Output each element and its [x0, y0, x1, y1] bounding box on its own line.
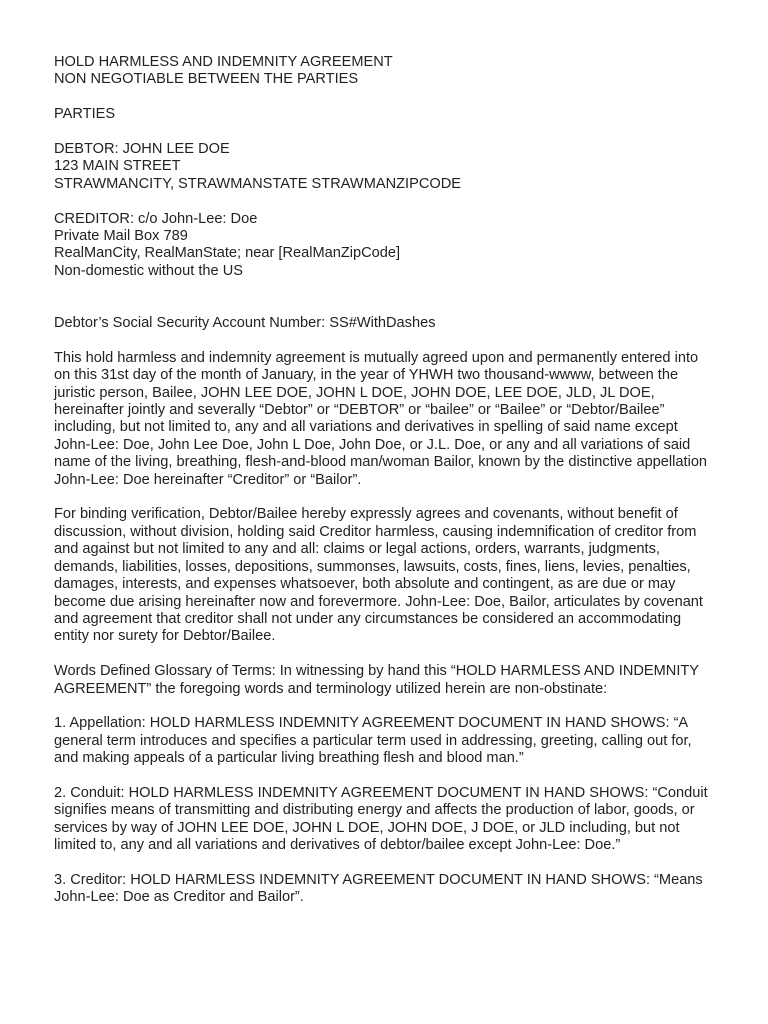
document-title: HOLD HARMLESS AND INDEMNITY AGREEMENT — [54, 54, 393, 70]
debtor-address-block — [54, 141, 718, 193]
term-conduit-text: 2. Conduit: HOLD HARMLESS INDEMNITY AGREEMENT DOCUMENT IN HAND SHOWS: “Conduit signifies means of transmitting and distributing energy and affects the production of labor, goods, or services by way of JOHN LEE DOE, JOHN L DOE, JOHN DOE, J DOE, or JLD including, but not limited to, any and all variations and derivatives of debtor/bailee except John-Lee: Doe.” — [54, 784, 708, 854]
term-appellation-text: 1. Appellation: HOLD HARMLESS INDEMNITY AGREEMENT DOCUMENT IN HAND SHOWS: “A general term introduces and specifies a particular term used in addressing, greeting, calling out for, and making appeals of a particular living breathing flesh and blood man.” — [54, 715, 692, 767]
document-header — [54, 54, 718, 89]
creditor-mailbox: Private Mail Box 789 — [54, 228, 188, 245]
glossary-term-2 — [54, 785, 718, 855]
creditor-city: RealManCity, RealManState; near [RealManZipCode] — [54, 245, 401, 262]
glossary-intro-paragraph — [54, 663, 718, 698]
ssn-section — [54, 315, 718, 332]
document-subtitle: NON NEGOTIABLE BETWEEN THE PARTIES — [54, 71, 359, 88]
parties-section — [54, 106, 718, 123]
parties-heading: PARTIES — [54, 106, 116, 123]
debtor-street: 123 MAIN STREET — [54, 158, 181, 175]
creditor-address-block — [54, 211, 718, 281]
glossary-term-1 — [54, 715, 718, 767]
ssn-line: Debtor’s Social Security Account Number: SS#WithDashes — [54, 315, 436, 332]
debtor-city: STRAWMANCITY, STRAWMANSTATE STRAWMANZIPCODE — [54, 175, 462, 192]
verification-text: For binding verification, Debtor/Bailee hereby expressly agrees and covenants, without benefit of discussion, without division, holding said Creditor harmless, causing indemnification of creditor from and against but not limited to any and all: claims or legal actions, orders, warrants, judgments, demands, liabilities, losses, depositions, summonses, lawsuits, costs, fines, liens, levies, penalties, damages, interests, and expenses whatsoever, both absolute and contingent, as are due or may become due arising hereinafter now and forevermore. John-Lee: Doe, Bailor, articulates by covenant and agreement that creditor shall not under any circumstances be considered an accommodating entity nor surety for Debtor/Bailee. — [54, 506, 703, 645]
agreement-paragraph — [54, 350, 718, 489]
document-page — [54, 54, 718, 924]
agreement-text: This hold harmless and indemnity agreement is mutually agreed upon and permanently entered into on this 31st day of the month of January, in the year of YHWH two thousand-wwww, between the juristic person, Bailee, JOHN LEE DOE, JOHN L DOE, JOHN DOE, LEE DOE, JLD, JL DOE, hereinafter jointly and severally “Debtor” or “DEBTOR” or “bailee” or “Bailee” or “Debtor/Bailee” including, but not limited to, any and all variations and derivatives in spelling of said name except John-Lee: Doe, John Lee Doe, John L Doe, John Doe, or J.L. Doe, or any and all variations of said name of the living, breathing, flesh-and-blood man/woman Bailor, known by the distinctive appellation John-Lee: Doe hereinafter “Creditor” or “Bailor”. — [54, 349, 708, 488]
glossary-term-3 — [54, 872, 718, 907]
term-creditor-text: 3. Creditor: HOLD HARMLESS INDEMNITY AGREEMENT DOCUMENT IN HAND SHOWS: “Means John-Lee: Doe as Creditor and Bailor”. — [54, 871, 703, 906]
debtor-name: DEBTOR: JOHN LEE DOE — [54, 141, 230, 157]
glossary-intro-text: Words Defined Glossary of Terms: In witnessing by hand this “HOLD HARMLESS AND INDEMNITY AGREEMENT” the foregoing words and terminology utilized herein are non-obstinate: — [54, 663, 699, 697]
creditor-name: CREDITOR: c/o John-Lee: Doe — [54, 210, 258, 227]
verification-paragraph — [54, 506, 718, 645]
creditor-status: Non-domestic without the US — [54, 262, 243, 279]
